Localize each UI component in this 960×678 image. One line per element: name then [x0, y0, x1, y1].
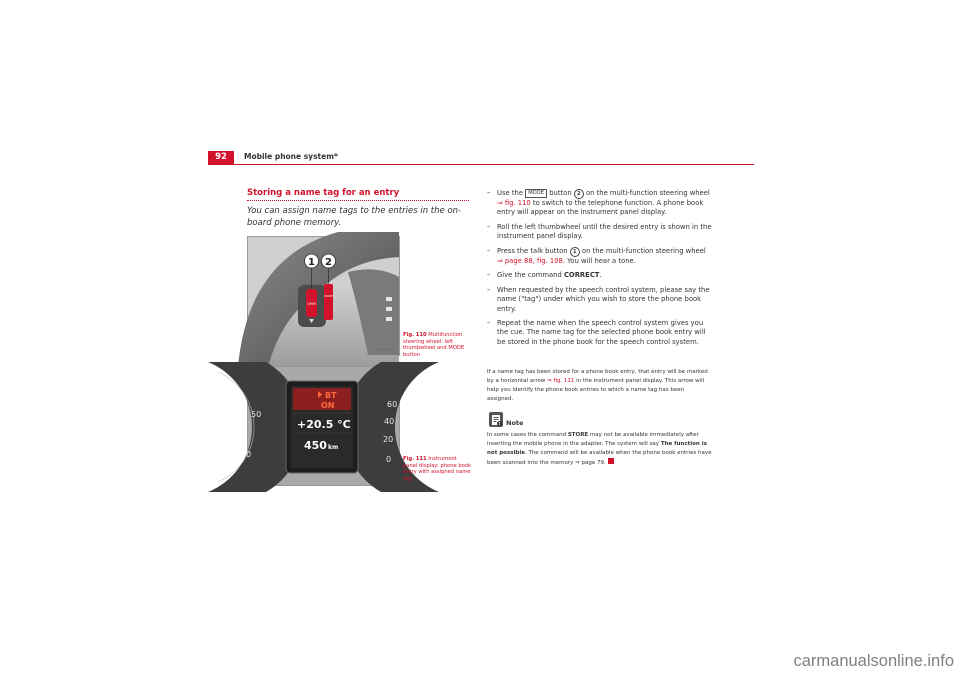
figure-caption-text: Instrument panel display: phone book entry with assigned name tag	[403, 456, 472, 482]
running-title: Mobile phone system*	[244, 152, 338, 161]
thumbwheel-label: VMM	[307, 302, 316, 306]
gauge-right-tick-60: 60	[387, 400, 398, 409]
steering-wheel-illustration	[248, 237, 399, 355]
figure-label: Fig. 111	[403, 456, 427, 462]
system-message: The function is not possible	[487, 441, 707, 456]
display-distance-unit: km	[328, 444, 339, 451]
end-of-section-icon	[608, 458, 614, 464]
cross-reference-link[interactable]: ⇒ page 88, fig. 108	[497, 256, 563, 265]
mode-key: MODE	[525, 189, 547, 198]
button-number-1: 1	[570, 247, 580, 257]
note-text-part: In some cases the command	[487, 432, 567, 438]
gauge-left-tick-0: 0	[246, 450, 252, 459]
step-text: .	[599, 271, 602, 280]
figure-caption	[403, 456, 471, 482]
section-rule	[247, 200, 469, 201]
figure-ref-code: B3M-0367	[378, 478, 395, 482]
note-text	[487, 431, 712, 468]
instruction-step: – Repeat the name when the speech control system gives you the cue. The name tag for the selected phone book entry will be stored in the phone book for the speech control system.	[487, 319, 712, 347]
display-distance: 450	[304, 439, 327, 452]
gauge-right-tick-20: 20	[383, 435, 394, 444]
gauge-right-tick-40: 40	[384, 417, 395, 426]
instruction-list	[487, 189, 712, 352]
instruction-step	[487, 247, 712, 266]
figure-ref-code: B3M-0144	[378, 348, 395, 352]
page-number: 92	[208, 151, 234, 164]
voice-command: CORRECT	[563, 271, 600, 280]
header-rule	[208, 164, 754, 165]
display-line-2: ON	[321, 401, 335, 410]
callout-1-label: 1	[308, 257, 315, 268]
step-text: button	[549, 189, 572, 197]
step-text: Press the talk button	[497, 246, 568, 255]
section-subtitle: You can assign name tags to the entries in the on-board phone memory.	[247, 206, 462, 228]
voice-command: STORE	[567, 432, 589, 438]
note-text-part: may not be available immediately after inserting the mobile phone in the adapter. The system will say	[487, 432, 699, 447]
mode-button	[324, 284, 333, 320]
instruction-step	[487, 271, 712, 280]
paragraph-text: in the instrument panel display. This arrow will help you identify the phone book entries to which a name tag has been assigned.	[487, 378, 705, 402]
paragraph-text: If a name tag has been stored for a phone book entry, that entry will be marked by a horizontal arrow	[487, 369, 708, 384]
step-text: on the multi-function steering wheel	[581, 246, 706, 255]
note-icon	[489, 412, 503, 426]
figure-caption	[403, 332, 471, 358]
body-paragraph	[487, 368, 712, 404]
section-title: Storing a name tag for an entry	[247, 188, 400, 198]
step-text: Use the	[497, 189, 524, 197]
cross-reference-link[interactable]: ⇒ fig. 110	[497, 199, 531, 207]
step-text: to switch to the telephone function. A phone book entry will appear on the instrument panel display.	[497, 199, 704, 217]
step-text: Give the command	[497, 271, 562, 280]
note-title: Note	[506, 419, 524, 427]
instrument-panel-illustration	[248, 367, 399, 485]
figure-instrument-panel	[247, 366, 400, 486]
display-temperature: +20.5 °C	[297, 418, 351, 431]
note-text-part: . The command will be available when the phone book entries have been scanned into the memory ⇒ page 79.	[487, 450, 712, 466]
instruction-step: – Roll the left thumbwheel until the desired entry is shown in the instrument panel display.	[487, 223, 712, 242]
display-line-1: BT	[325, 391, 337, 400]
figure-steering-wheel	[247, 236, 400, 356]
mode-button-label: MODE	[324, 294, 333, 298]
gauge-right-tick-0: 0	[386, 455, 392, 464]
cross-reference-link[interactable]: ⇒ fig. 111	[547, 378, 575, 384]
instruction-step	[487, 189, 712, 218]
instruction-step: – When requested by the speech control system, please say the name ("tag") under which you wish to store the phone book entry.	[487, 286, 712, 314]
gauge-left-tick-50: 50	[251, 410, 262, 419]
button-number-2: 2	[574, 189, 584, 199]
watermark: carmanualsonline.info	[793, 652, 954, 670]
callout-2-label: 2	[325, 257, 332, 268]
figure-label: Fig. 110	[403, 332, 427, 338]
step-text: on the multi-function steering wheel	[585, 189, 710, 197]
step-text: . You will hear a tone.	[562, 256, 636, 265]
figure-caption-text: Multifunction steering wheel: left thumbwheel and MODE button	[403, 332, 465, 358]
